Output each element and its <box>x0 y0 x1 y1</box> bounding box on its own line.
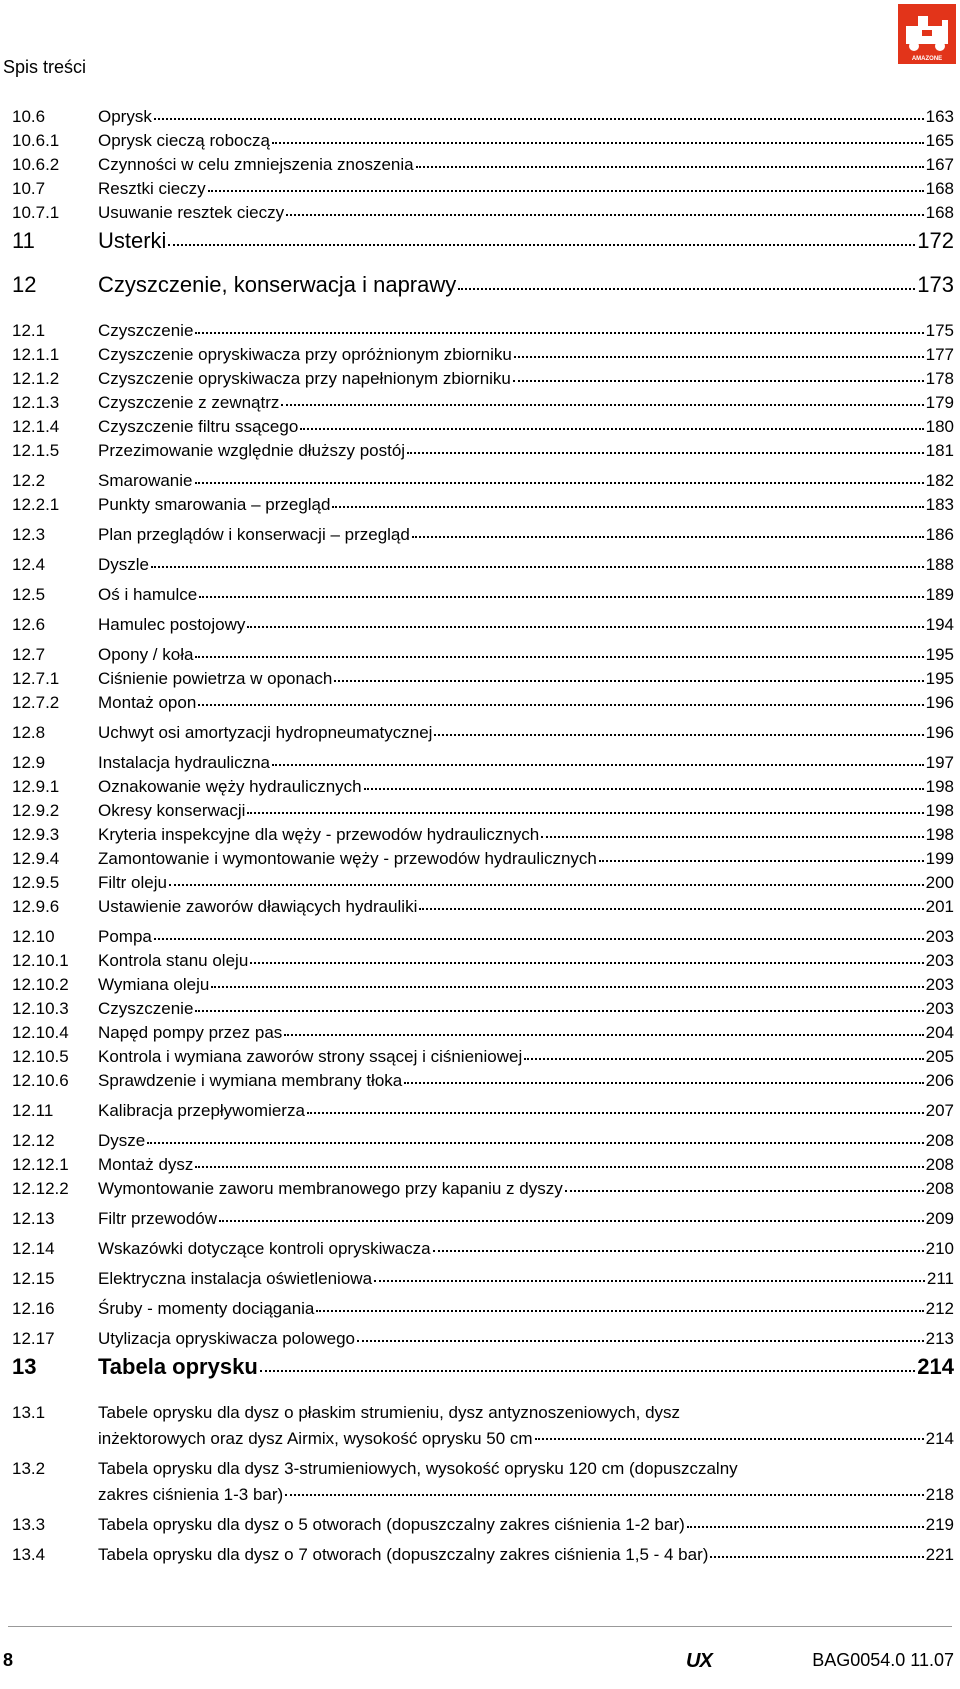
dot-leader <box>514 344 924 358</box>
toc-entry-page: 200 <box>925 873 954 892</box>
toc-entry[interactable] <box>0 1514 960 1538</box>
toc-entry-number: 12.17 <box>12 1329 55 1348</box>
toc-entry-number: 13.3 <box>12 1515 46 1534</box>
dot-leader <box>419 896 923 910</box>
dot-leader <box>272 130 924 144</box>
toc-entry[interactable] <box>0 344 960 368</box>
toc-entry-number: 12.4 <box>12 555 46 574</box>
toc-entry-page: 183 <box>925 495 954 514</box>
toc-entry-page: 198 <box>925 801 954 820</box>
toc-entry[interactable] <box>0 896 960 920</box>
toc-entry-page: 197 <box>925 753 954 772</box>
toc-entry-title: Wymontowanie zaworu membranowego przy kapaniu z dyszy <box>98 1179 563 1198</box>
toc-entry[interactable] <box>0 494 960 518</box>
footer-document-ref: BAG0054.0 11.07 <box>812 1650 954 1670</box>
dot-leader <box>541 824 923 838</box>
toc-entry-page: 179 <box>925 393 954 412</box>
toc-entry-title: Tabela oprysku <box>98 1354 258 1379</box>
dot-leader <box>357 1328 924 1342</box>
toc-entry-page: 180 <box>925 417 954 436</box>
dot-leader <box>374 1268 925 1282</box>
toc-entry-title: Oprysk cieczą roboczą <box>98 131 270 150</box>
toc-entry-title: Sprawdzenie i wymiana membrany tłoka <box>98 1071 403 1090</box>
toc-entry[interactable] <box>0 1100 960 1124</box>
toc-entry[interactable] <box>0 202 960 226</box>
toc-entry[interactable] <box>0 800 960 824</box>
toc-entry-title: Napęd pompy przez pas <box>98 1023 283 1042</box>
toc-entry-number: 12.10.3 <box>12 999 69 1018</box>
toc-entry-number: 12.9.4 <box>12 849 60 868</box>
toc-entry-page: 204 <box>925 1023 954 1042</box>
dot-leader <box>599 848 924 862</box>
toc-entry-number: 12.10.2 <box>12 975 69 994</box>
toc-entry-title: Czyszczenie filtru ssącego <box>98 417 299 436</box>
toc-entry-number: 10.7 <box>12 179 46 198</box>
toc-entry[interactable] <box>0 692 960 716</box>
toc-entry-page: 182 <box>925 471 954 490</box>
dot-leader <box>412 524 924 538</box>
toc-entry-number: 12.9.5 <box>12 873 60 892</box>
footer-page-number: 8 <box>3 1650 14 1670</box>
toc-entry[interactable] <box>0 440 960 464</box>
toc-entry-page: 173 <box>917 272 954 297</box>
toc-entry-title: zakres ciśnienia 1-3 bar) <box>98 1485 284 1504</box>
toc-entry-number: 13.1 <box>12 1403 46 1422</box>
toc-entry-number: 12.7.1 <box>12 669 60 688</box>
toc-entry-title: Dyszle <box>98 555 150 574</box>
toc-entry-number: 12.1.5 <box>12 441 60 460</box>
toc-entry-page: 203 <box>925 927 954 946</box>
dot-leader <box>565 1178 924 1192</box>
toc-entry-title: Czyszczenie, konserwacja i naprawy <box>98 272 457 297</box>
toc-entry[interactable] <box>0 644 960 668</box>
toc-entry-page: 213 <box>925 1329 954 1348</box>
toc-entry-title: Dysze <box>98 1131 146 1150</box>
dot-leader <box>168 226 915 246</box>
toc-entry-number: 12.2.1 <box>12 495 60 514</box>
toc-entry-number: 12.6 <box>12 615 46 634</box>
toc-entry[interactable] <box>0 1208 960 1232</box>
toc-entry-title: Usterki <box>98 228 167 253</box>
toc-entry-number: 12.7 <box>12 645 46 664</box>
toc-entry-number: 12.12 <box>12 1131 55 1150</box>
toc-entry-title: Pompa <box>98 927 152 946</box>
toc-entry-page: 209 <box>925 1209 954 1228</box>
toc-entry-title: Opony / koła <box>98 645 194 664</box>
toc-entry[interactable] <box>0 1544 960 1568</box>
toc-entry-page: 198 <box>925 777 954 796</box>
toc-entry-number: 13.2 <box>12 1459 46 1478</box>
dot-leader <box>524 1046 923 1060</box>
dot-leader <box>154 106 924 120</box>
dot-leader <box>281 392 923 406</box>
toc-entry[interactable] <box>0 872 960 896</box>
toc-entry-title: Czyszczenie z zewnątrz <box>98 393 280 412</box>
toc-entry-page: 178 <box>925 369 954 388</box>
toc-entry-title: Zamontowanie i wymontowanie węży - przewodów hydraulicznych <box>98 849 597 868</box>
toc-entry[interactable] <box>0 950 960 974</box>
dot-leader <box>247 614 923 628</box>
dot-leader <box>219 1208 924 1222</box>
toc-entry-page: 181 <box>925 441 954 460</box>
toc-entry[interactable] <box>0 154 960 178</box>
toc-entry-number: 12.9.1 <box>12 777 60 796</box>
toc-entry-page: 168 <box>925 203 954 222</box>
toc-entry-title: Czynności w celu zmniejszenia znoszenia <box>98 155 414 174</box>
toc-entry[interactable] <box>0 1328 960 1352</box>
dot-leader <box>334 668 923 682</box>
toc-entry-number: 13 <box>12 1354 37 1379</box>
toc-entry[interactable] <box>0 178 960 202</box>
toc-entry[interactable] <box>0 1352 960 1396</box>
toc-entry-number: 12.11 <box>12 1101 54 1120</box>
toc-entry-page: 207 <box>925 1101 954 1120</box>
toc-entry[interactable] <box>0 722 960 746</box>
toc-entry-number: 12.9.3 <box>12 825 60 844</box>
toc-entry-title: Wskazówki dotyczące kontroli opryskiwacza <box>98 1239 431 1258</box>
toc-entry-title: Ciśnienie powietrza w oponach <box>98 669 333 688</box>
toc-entry-title: Hamulec postojowy <box>98 615 246 634</box>
toc-entry[interactable] <box>0 1154 960 1178</box>
toc-entry-page: 208 <box>925 1155 954 1174</box>
toc-entry-title: Czyszczenie opryskiwacza przy napełnionym zbiorniku <box>98 369 511 388</box>
toc-entry-page: 177 <box>925 345 954 364</box>
toc-entry[interactable] <box>0 1400 960 1452</box>
toc-entry[interactable] <box>0 1268 960 1292</box>
toc-entry[interactable] <box>0 416 960 440</box>
toc-entry-page: 219 <box>925 1515 954 1534</box>
toc-entry[interactable] <box>0 998 960 1022</box>
toc-entry[interactable] <box>0 368 960 392</box>
dot-leader <box>513 368 924 382</box>
dot-leader <box>433 1238 924 1252</box>
toc-entry-page: 172 <box>917 228 954 253</box>
toc-entry-title: Kalibracja przepływomierza <box>98 1101 305 1120</box>
toc-entry[interactable] <box>0 226 960 270</box>
toc-entry-page: 201 <box>925 897 954 916</box>
toc-entry-number: 12.1.1 <box>12 345 60 364</box>
toc-entry-title: Montaż opon <box>98 693 197 712</box>
toc-entry-page: 196 <box>925 693 954 712</box>
toc-entry-number: 12.1.4 <box>12 417 60 436</box>
toc-entry-number: 12.13 <box>12 1209 55 1228</box>
toc-entry-page: 208 <box>925 1179 954 1198</box>
toc-entry-title: Uchwyt osi amortyzacji hydropneumatycznej <box>98 723 433 742</box>
toc-entry-page: 195 <box>925 669 954 688</box>
toc-entry[interactable] <box>0 614 960 638</box>
toc-entry-number: 10.6.2 <box>12 155 60 174</box>
toc-entry[interactable] <box>0 1456 960 1508</box>
toc-entry-number: 12.3 <box>12 525 46 544</box>
toc-entry-title: Montaż dysz <box>98 1155 194 1174</box>
dot-leader <box>286 202 924 216</box>
toc-entry[interactable] <box>0 824 960 848</box>
dot-leader <box>284 1022 923 1036</box>
toc-entry-number: 10.7.1 <box>12 203 60 222</box>
toc-entry[interactable] <box>0 320 960 344</box>
toc-entry-title: Tabela oprysku dla dysz o 7 otworach (dopuszczalny zakres ciśnienia 1,5 - 4 bar) <box>98 1545 709 1564</box>
toc-entry-title: Czyszczenie <box>98 321 194 340</box>
logo-text: AMAZONE <box>911 56 943 62</box>
toc-entry[interactable] <box>0 270 960 314</box>
toc-entry-title: Kryteria inspekcyjne dla węży - przewodów hydraulicznych <box>98 825 540 844</box>
toc-entry-number: 12.10.4 <box>12 1023 69 1042</box>
toc-entry-page: 208 <box>925 1131 954 1150</box>
toc-entry[interactable] <box>0 848 960 872</box>
toc-entry-number: 12.1.2 <box>12 369 60 388</box>
dot-leader <box>434 722 923 736</box>
toc-entry[interactable] <box>0 1070 960 1094</box>
toc-entry-page: 167 <box>925 155 954 174</box>
toc-entry-number: 12.10.6 <box>12 1071 69 1090</box>
toc-entry-page: 189 <box>925 585 954 604</box>
toc-entry-page: 206 <box>925 1071 954 1090</box>
toc-entry-title: inżektorowych oraz dysz Airmix, wysokość oprysku 50 cm <box>98 1429 533 1448</box>
toc-entry[interactable] <box>0 392 960 416</box>
footer-brand: UX <box>686 1650 712 1672</box>
dot-leader <box>416 154 924 168</box>
dot-leader <box>272 752 924 766</box>
toc-entry-page: 212 <box>925 1299 954 1318</box>
toc-entry-title: Plan przeglądów i konserwacji – przegląd <box>98 525 410 544</box>
dot-leader <box>285 1482 923 1496</box>
dot-leader <box>250 950 923 964</box>
toc-entry-number: 12.2 <box>12 471 46 490</box>
toc-entry-page: 175 <box>925 321 954 340</box>
toc-entry-number: 12.5 <box>12 585 46 604</box>
toc-entry-page: 221 <box>925 1545 954 1564</box>
toc-entry-title: Czyszczenie <box>98 999 194 1018</box>
toc-entry-page: 203 <box>925 975 954 994</box>
toc-entry[interactable] <box>0 130 960 154</box>
dot-leader <box>247 800 923 814</box>
toc-entry-title: Przezimowanie względnie dłuższy postój <box>98 441 406 460</box>
toc-entry-number: 12.7.2 <box>12 693 60 712</box>
dot-leader <box>407 440 924 454</box>
toc-entry-page: 214 <box>925 1429 954 1448</box>
toc-entry-title: Punkty smarowania – przegląd <box>98 495 331 514</box>
toc-entry-page: 210 <box>925 1239 954 1258</box>
toc-entry-page: 196 <box>925 723 954 742</box>
toc-entry-title: Instalacja hydrauliczna <box>98 753 270 772</box>
toc-entry[interactable] <box>0 752 960 776</box>
toc-entry-number: 12.15 <box>12 1269 55 1288</box>
dot-leader <box>199 584 923 598</box>
toc-entry-number: 12.12.1 <box>12 1155 69 1174</box>
dot-leader <box>300 416 923 430</box>
dot-leader <box>710 1544 923 1558</box>
toc-entry-page: 195 <box>925 645 954 664</box>
toc-entry-title: Wymiana oleju <box>98 975 210 994</box>
toc-entry[interactable] <box>0 1178 960 1202</box>
toc-entry-title: Śruby - momenty dociągania <box>98 1299 315 1318</box>
toc-entry-number: 12.9 <box>12 753 46 772</box>
toc-entry[interactable] <box>0 776 960 800</box>
toc-entry-page: 194 <box>925 615 954 634</box>
toc-entry[interactable] <box>0 524 960 548</box>
toc-entry-number: 11 <box>12 228 35 253</box>
toc-entry-number: 12.1.3 <box>12 393 60 412</box>
toc-entry-number: 12.16 <box>12 1299 55 1318</box>
toc-entry-page: 218 <box>925 1485 954 1504</box>
toc-entry-page: 163 <box>925 107 954 126</box>
toc-entry[interactable] <box>0 926 960 950</box>
toc-entry-number: 12.12.2 <box>12 1179 69 1198</box>
toc-entry-page: 199 <box>925 849 954 868</box>
toc-entry-page: 186 <box>925 525 954 544</box>
toc-entry-number: 10.6.1 <box>12 131 60 150</box>
toc-entry-title: Smarowanie <box>98 471 193 490</box>
toc-entry-number: 13.4 <box>12 1545 46 1564</box>
table-of-contents <box>0 106 960 1568</box>
toc-entry-number: 12.9.2 <box>12 801 60 820</box>
dot-leader <box>195 998 923 1012</box>
toc-entry-page: 211 <box>926 1269 954 1288</box>
toc-entry-title: Tabela oprysku dla dysz o 5 otworach (dopuszczalny zakres ciśnienia 1-2 bar) <box>98 1515 685 1534</box>
toc-entry[interactable] <box>0 106 960 130</box>
dot-leader <box>208 178 924 192</box>
dot-leader <box>404 1070 923 1084</box>
dot-leader <box>307 1100 924 1114</box>
amazone-logo <box>898 4 956 64</box>
toc-entry-page: 214 <box>917 1354 954 1379</box>
toc-entry-number: 12.14 <box>12 1239 55 1258</box>
toc-entry[interactable] <box>0 1046 960 1070</box>
dot-leader <box>316 1298 923 1312</box>
toc-entry-page: 188 <box>925 555 954 574</box>
toc-entry-title: Kontrola stanu oleju <box>98 951 249 970</box>
toc-entry-title: Oś i hamulce <box>98 585 198 604</box>
dot-leader <box>260 1352 916 1372</box>
dot-leader <box>154 926 924 940</box>
toc-entry-title: Kontrola i wymiana zaworów strony ssącej i ciśnieniowej <box>98 1047 523 1066</box>
toc-entry[interactable] <box>0 1130 960 1154</box>
dot-leader <box>147 1130 923 1144</box>
toc-entry-number: 12.1 <box>12 321 46 340</box>
dot-leader <box>151 554 924 568</box>
dot-leader <box>198 692 923 706</box>
dot-leader <box>364 776 924 790</box>
footer-divider <box>8 1626 952 1627</box>
toc-entry-title: Elektryczna instalacja oświetleniowa <box>98 1269 373 1288</box>
toc-entry-page: 165 <box>925 131 954 150</box>
toc-entry[interactable] <box>0 470 960 494</box>
toc-entry[interactable] <box>0 584 960 608</box>
toc-entry-number: 12.8 <box>12 723 46 742</box>
dot-leader <box>332 494 923 508</box>
toc-entry-number: 12.9.6 <box>12 897 60 916</box>
page-title: Spis treści <box>3 57 87 77</box>
dot-leader <box>458 270 915 290</box>
toc-entry-number: 10.6 <box>12 107 46 126</box>
dot-leader <box>195 1154 923 1168</box>
toc-entry-number: 12 <box>12 272 37 297</box>
toc-entry-title: Oznakowanie węży hydraulicznych <box>98 777 362 796</box>
toc-entry[interactable] <box>0 554 960 578</box>
dot-leader <box>169 872 924 886</box>
toc-entry-page: 203 <box>925 951 954 970</box>
toc-entry-page: 198 <box>925 825 954 844</box>
toc-entry-page: 205 <box>925 1047 954 1066</box>
toc-entry-title: Filtr przewodów <box>98 1209 218 1228</box>
dot-leader <box>195 644 923 658</box>
toc-entry-title-line: Tabele oprysku dla dysz o płaskim strumieniu, dysz antyznoszeniowych, dysz <box>98 1403 681 1422</box>
toc-entry-title: Okresy konserwacji <box>98 801 246 820</box>
dot-leader <box>535 1426 924 1440</box>
toc-entry-title-line: Tabela oprysku dla dysz 3-strumieniowych, wysokość oprysku 120 cm (dopuszczalny <box>98 1459 738 1478</box>
toc-entry-number: 12.10 <box>12 927 55 946</box>
toc-entry-page: 203 <box>925 999 954 1018</box>
toc-entry-title: Ustawienie zaworów dławiących hydrauliki <box>98 897 418 916</box>
toc-entry[interactable] <box>0 974 960 998</box>
toc-entry-title: Resztki cieczy <box>98 179 206 198</box>
toc-entry-title: Usuwanie resztek cieczy <box>98 203 285 222</box>
toc-entry-number: 12.10.5 <box>12 1047 69 1066</box>
toc-entry-title: Filtr oleju <box>98 873 167 892</box>
toc-entry[interactable] <box>0 1238 960 1262</box>
toc-entry[interactable] <box>0 1298 960 1322</box>
toc-entry-title: Utylizacja opryskiwacza polowego <box>98 1329 356 1348</box>
toc-entry-title: Oprysk <box>98 107 152 126</box>
toc-entry-number: 12.10.1 <box>12 951 69 970</box>
toc-entry[interactable] <box>0 668 960 692</box>
dot-leader <box>687 1514 924 1528</box>
dot-leader <box>195 470 924 484</box>
toc-entry[interactable] <box>0 1022 960 1046</box>
dot-leader <box>195 320 923 334</box>
toc-entry-page: 168 <box>925 179 954 198</box>
dot-leader <box>211 974 923 988</box>
toc-entry-title: Czyszczenie opryskiwacza przy opróżnionym zbiorniku <box>98 345 512 364</box>
